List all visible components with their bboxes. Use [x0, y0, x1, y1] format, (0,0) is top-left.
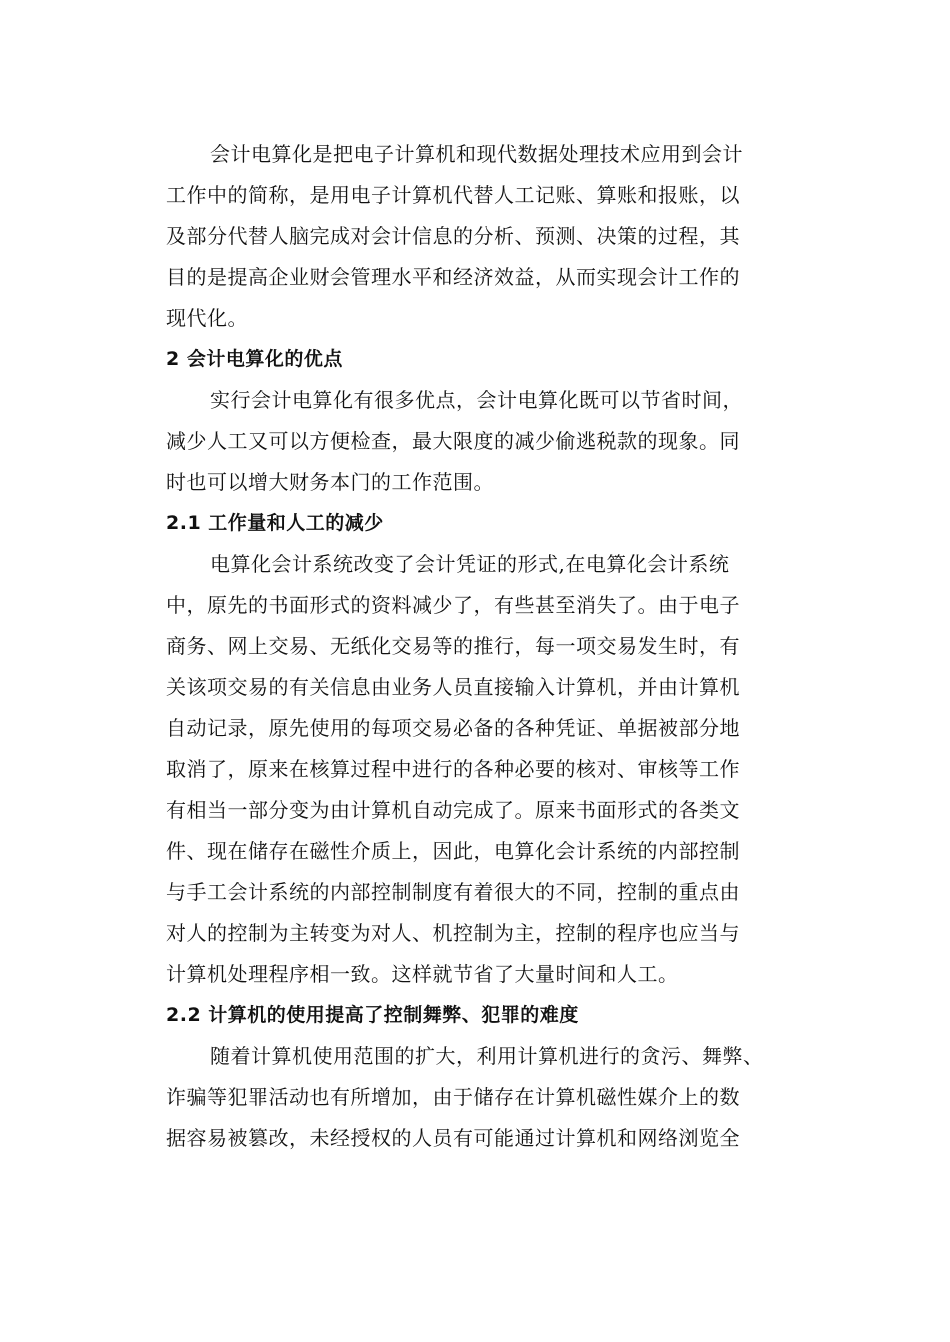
- section-heading-2: 2 会计电算化的优点: [166, 348, 343, 370]
- paragraph-line: 随着计算机使用范围的扩大，利用计算机进行的贪污、舞弊、: [210, 1044, 764, 1068]
- paragraph-line: 时也可以增大财务本门的工作范围。: [166, 470, 494, 494]
- document-body: [166, 134, 786, 1159]
- paragraph-line: 中，原先的书面形式的资料减少了，有些甚至消失了。由于电子: [166, 593, 740, 617]
- paragraph-line: 实行会计电算化有很多优点，会计电算化既可以节省时间，: [210, 388, 743, 412]
- paragraph-line: 目的是提高企业财会管理水平和经济效益，从而实现会计工作的: [166, 265, 740, 289]
- paragraph-line: 有相当一部分变为由计算机自动完成了。原来书面形式的各类文: [166, 798, 740, 822]
- section-heading-2-1: 2.1 工作量和人工的减少: [166, 512, 384, 534]
- section-heading-2-2: 2.2 计算机的使用提高了控制舞弊、犯罪的难度: [166, 1004, 579, 1026]
- paragraph-line: 自动记录，原先使用的每项交易必备的各种凭证、单据被部分地: [166, 716, 740, 740]
- paragraph-line: 会计电算化是把电子计算机和现代数据处理技术应用到会计: [210, 142, 743, 166]
- paragraph-line: 现代化。: [166, 306, 248, 330]
- paragraph-line: 对人的控制为主转变为对人、机控制为主，控制的程序也应当与: [166, 921, 740, 945]
- paragraph-line: 计算机处理程序相一致。这样就节省了大量时间和人工。: [166, 962, 679, 986]
- paragraph-line: 件、现在储存在磁性介质上，因此，电算化会计系统的内部控制: [166, 839, 740, 863]
- paragraph-line: 据容易被篡改，未经授权的人员有可能通过计算机和网络浏览全: [166, 1126, 740, 1150]
- paragraph-line: 关该项交易的有关信息由业务人员直接输入计算机，并由计算机: [166, 675, 740, 699]
- paragraph-line: 工作中的简称，是用电子计算机代替人工记账、算账和报账，以: [166, 183, 740, 207]
- paragraph-line: 及部分代替人脑完成对会计信息的分析、预测、决策的过程，其: [166, 224, 740, 248]
- paragraph-line: 电算化会计系统改变了会计凭证的形式,在电算化会计系统: [210, 552, 730, 576]
- paragraph-line: 诈骗等犯罪活动也有所增加，由于储存在计算机磁性媒介上的数: [166, 1085, 740, 1109]
- paragraph-line: 商务、网上交易、无纸化交易等的推行，每一项交易发生时，有: [166, 634, 740, 658]
- paragraph-line: 减少人工又可以方便检查，最大限度的减少偷逃税款的现象。同: [166, 429, 740, 453]
- paragraph-line: 取消了，原来在核算过程中进行的各种必要的核对、审核等工作: [166, 757, 740, 781]
- paragraph-line: 与手工会计系统的内部控制制度有着很大的不同，控制的重点由: [166, 880, 740, 904]
